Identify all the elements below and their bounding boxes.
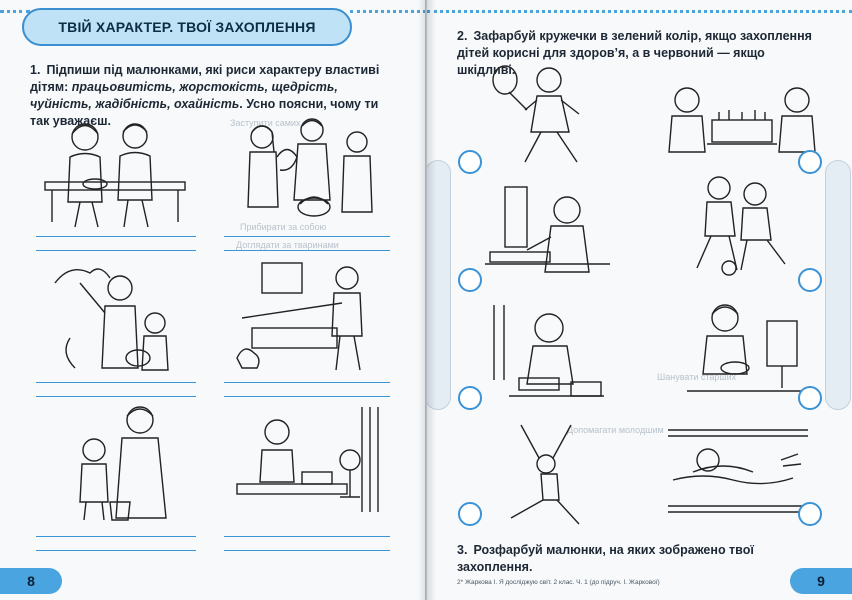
page-number-left: 8 <box>0 568 62 594</box>
picture-gymnastics <box>501 420 611 528</box>
answer-circle[interactable] <box>798 268 822 292</box>
answer-line <box>36 250 196 251</box>
frame-dots <box>350 10 426 13</box>
answer-circle[interactable] <box>458 386 482 410</box>
task-2-text: Зафарбуй кружечки в зелений колір, якщо захоплення дітей корисні для здоров’я, а в червоний — якщо шкідливі. <box>457 29 812 77</box>
picture-tennis <box>487 62 607 174</box>
answer-line <box>224 382 390 383</box>
picture-fruit-picking <box>50 258 180 376</box>
picture-tv <box>677 296 817 404</box>
frame-dots <box>427 10 852 13</box>
answer-line <box>36 236 196 237</box>
answer-line <box>36 536 196 537</box>
answer-circle[interactable] <box>458 150 482 174</box>
frame-dots <box>0 10 30 13</box>
footer-citation: 2* Жаркова І. Я досліджую світ. 2 клас. Ч. 1 (до підруч. І. Жаркової) <box>457 579 660 586</box>
task-number: 2. <box>457 29 468 43</box>
answer-line <box>36 396 196 397</box>
chapter-banner <box>22 8 352 46</box>
answer-circle[interactable] <box>458 268 482 292</box>
ghost-text: Заступити самих <box>230 118 301 128</box>
picture-computer <box>485 182 615 282</box>
answer-circle[interactable] <box>798 386 822 410</box>
task-number: 3. <box>457 543 468 557</box>
task-1-traits: працьовитість, жорстокість, щедрість, чуйність, жадібність, охайність <box>30 80 338 111</box>
answer-circle[interactable] <box>798 502 822 526</box>
answer-line <box>224 536 390 537</box>
answer-line <box>224 396 390 397</box>
picture-chess <box>657 82 827 160</box>
ghost-text: Прибирати за собою <box>240 222 327 232</box>
picture-football <box>677 172 807 278</box>
picture-boy-stick <box>232 258 382 376</box>
ghost-text: Шанувати старших <box>657 372 737 382</box>
task-number: 1. <box>30 63 41 77</box>
ghost-text: Доглядати за тваринами <box>236 240 339 250</box>
book-gutter <box>418 0 436 600</box>
picture-girl-desk <box>232 402 392 524</box>
ghost-text: Допомагати молодшим <box>567 425 664 435</box>
picture-swimming <box>663 420 813 526</box>
answer-circle[interactable] <box>458 502 482 526</box>
answer-line <box>224 250 390 251</box>
picture-boys-bench <box>40 112 190 230</box>
answer-circle[interactable] <box>798 150 822 174</box>
task-1-suffix: . Усно поясни, чому ти так уважаєш. <box>30 97 379 128</box>
task-1-prefix: Підпиши під малюнками, які риси характеру властиві дітям: <box>30 63 380 94</box>
page-number-right: 9 <box>790 568 852 594</box>
answer-line <box>36 382 196 383</box>
chapter-title: ТВІЙ ХАРАКТЕР. ТВОЇ ЗАХОПЛЕННЯ <box>58 19 316 35</box>
picture-girls-basket <box>232 112 382 230</box>
answer-line <box>224 236 390 237</box>
picture-boy-grandmother <box>70 402 180 524</box>
picture-video-game <box>489 300 609 408</box>
ghost-side-tab <box>825 160 851 410</box>
right-page <box>427 0 852 600</box>
answer-line <box>36 550 196 551</box>
answer-line <box>224 550 390 551</box>
task-3-text: Розфарбуй малюнки, на яких зображено твої захоплення. <box>457 543 754 574</box>
task-3 <box>457 542 817 576</box>
